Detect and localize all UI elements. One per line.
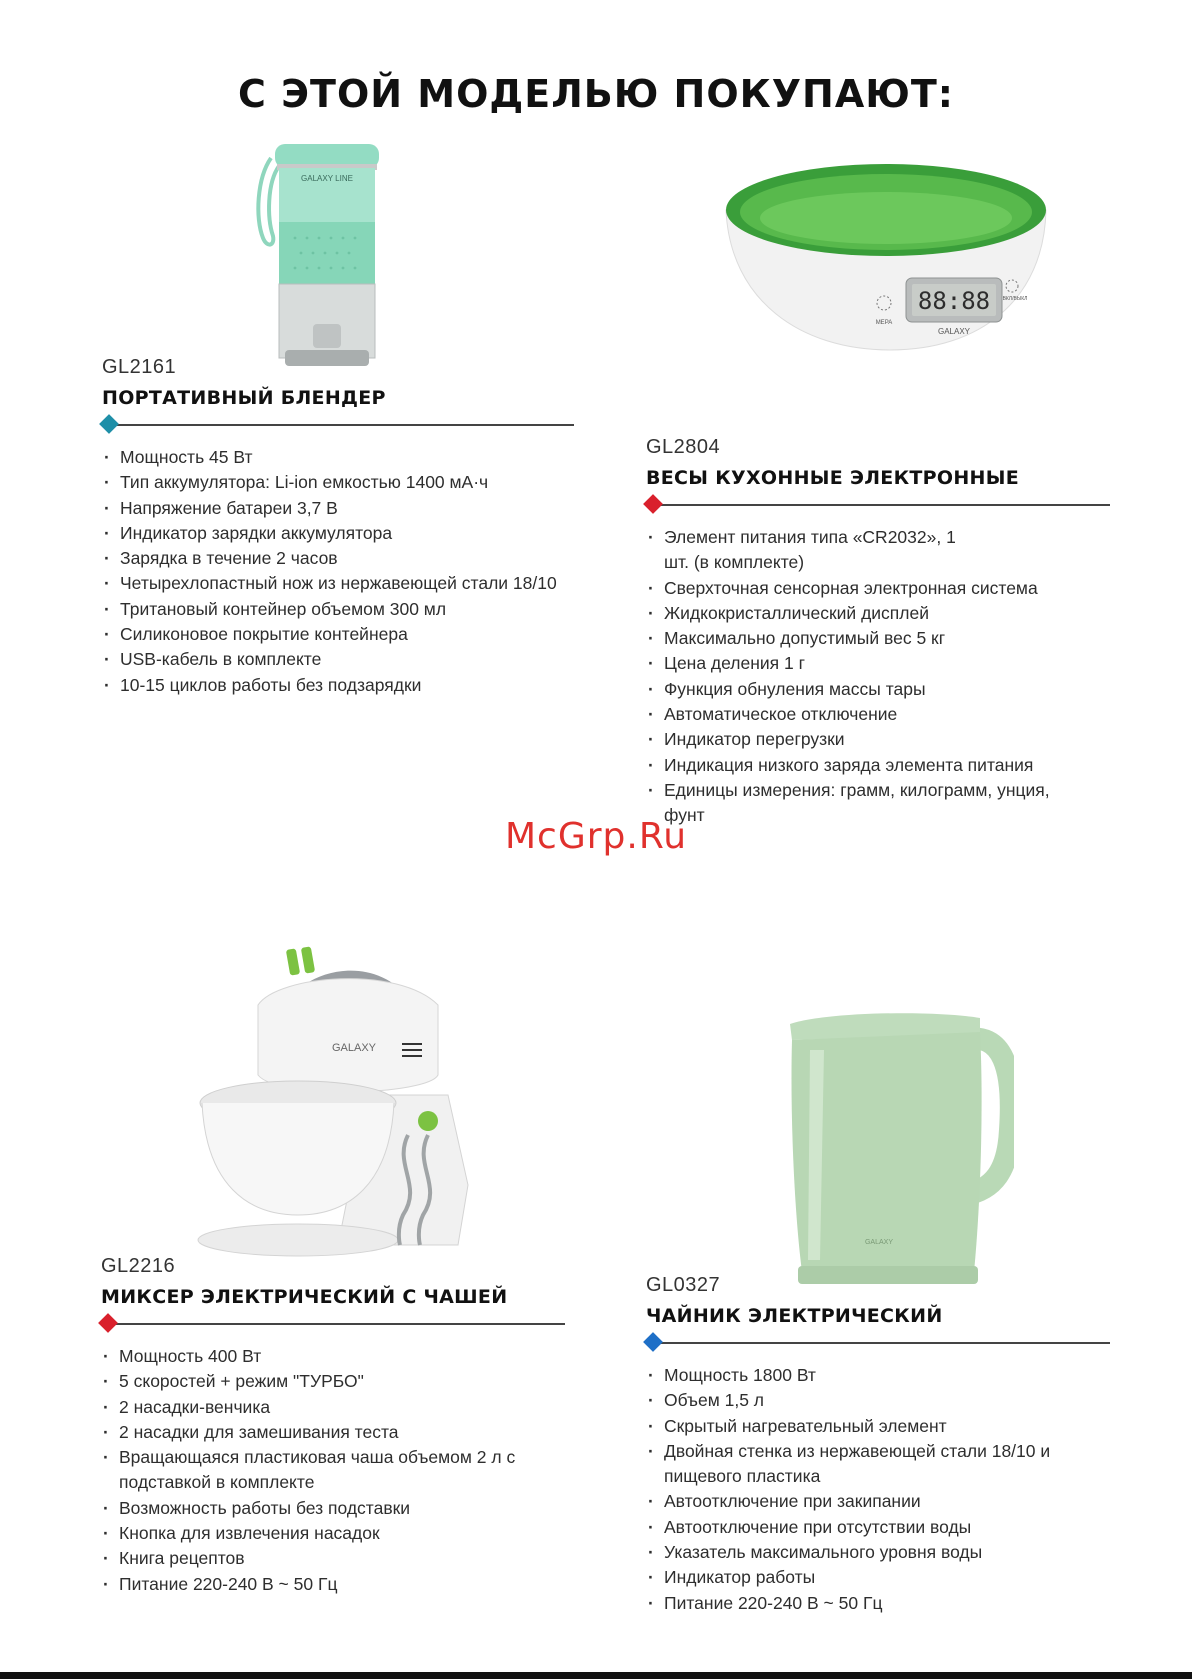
watermark: McGrp.Ru xyxy=(504,816,688,857)
feature-item: · 2 насадки для замешивания теста xyxy=(101,1420,541,1445)
feature-item: · Указатель максимального уровня воды xyxy=(646,1540,1086,1565)
feature-item: · Индикатор работы xyxy=(646,1565,1086,1590)
feature-item: · Сверхточная сенсорная электронная система xyxy=(646,576,1086,601)
diamond-icon xyxy=(99,414,119,434)
feature-item: · Единицы измерения: грамм, килограмм, унция, фунт xyxy=(646,778,1084,829)
feature-item: · Скрытый нагревательный элемент xyxy=(646,1414,1086,1439)
feature-item: · Объем 1,5 л xyxy=(646,1388,1086,1413)
feature-list xyxy=(646,525,1086,829)
scale-image xyxy=(720,160,1050,355)
kettle-brand: GALAXY xyxy=(864,1239,894,1246)
diamond-icon xyxy=(643,494,663,514)
feature-item: · Тритановый контейнер объемом 300 мл xyxy=(102,597,572,622)
feature-item: · Автоотключение при закипании xyxy=(646,1489,1086,1514)
product-name: ВЕСЫ КУХОННЫЕ ЭЛЕКТРОННЫЕ xyxy=(646,467,1020,489)
feature-item: · 10-15 циклов работы без подзарядки xyxy=(102,673,572,698)
feature-item: · Книга рецептов xyxy=(101,1546,541,1571)
feature-item: · 5 скоростей + режим "ТУРБО" xyxy=(101,1369,541,1394)
feature-item: · Четырехлопастный нож из нержавеющей стали 18/10 xyxy=(102,571,572,596)
product-blender xyxy=(102,356,574,698)
diamond-icon xyxy=(643,1332,663,1352)
model-code: GL2161 xyxy=(102,356,177,378)
feature-item: · Цена деления 1 г xyxy=(646,651,1086,676)
kettle-image xyxy=(784,1010,1014,1286)
feature-item: · Возможность работы без подставки xyxy=(101,1496,541,1521)
feature-item: · Индикация низкого заряда элемента питания xyxy=(646,753,1086,778)
feature-list xyxy=(101,1344,541,1597)
model-code: GL2216 xyxy=(101,1255,176,1277)
feature-item: · Автоматическое отключение xyxy=(646,702,1086,727)
feature-item: · Напряжение батареи 3,7 В xyxy=(102,496,572,521)
product-mixer xyxy=(101,1255,565,1597)
model-code: GL2804 xyxy=(646,436,721,458)
mixer-brand: GALAXY xyxy=(331,1042,377,1054)
section-divider xyxy=(101,1314,565,1334)
diamond-icon xyxy=(98,1313,118,1333)
page-title: С ЭТОЙ МОДЕЛЬЮ ПОКУПАЮТ: xyxy=(238,72,954,116)
feature-item: · Жидкокристаллический дисплей xyxy=(646,601,1086,626)
product-name: ПОРТАТИВНЫЙ БЛЕНДЕР xyxy=(102,387,386,409)
feature-item: · 2 насадки-венчика xyxy=(101,1395,541,1420)
power-label: ВКЛ/ВЫКЛ xyxy=(1002,296,1028,302)
feature-item: · Элемент питания типа «CR2032», 1 шт. (в комплекте) xyxy=(646,525,964,576)
feature-list xyxy=(646,1363,1086,1616)
product-kettle xyxy=(646,1274,1110,1616)
feature-item: · Вращающаяся пластиковая чаша объемом 2 л с подставкой в комплекте xyxy=(101,1445,539,1496)
feature-item: · Функция обнуления массы тары xyxy=(646,677,1086,702)
feature-item: · Зарядка в течение 2 часов xyxy=(102,546,572,571)
tare-label: МЕРА xyxy=(875,320,893,326)
feature-list xyxy=(102,445,572,698)
feature-item: · Индикатор зарядки аккумулятора xyxy=(102,521,572,546)
feature-item: · Мощность 1800 Вт xyxy=(646,1363,1086,1388)
mixer-image xyxy=(188,945,488,1265)
section-divider xyxy=(646,495,1110,515)
feature-item: · Кнопка для извлечения насадок xyxy=(101,1521,541,1546)
section-divider xyxy=(102,415,574,435)
feature-item: · USB-кабель в комплекте xyxy=(102,647,572,672)
feature-item: · Мощность 400 Вт xyxy=(101,1344,541,1369)
feature-item: · Питание 220-240 В ~ 50 Гц xyxy=(101,1572,541,1597)
scale-display: 88:88 xyxy=(917,287,991,315)
feature-item: · Автоотключение при отсутствии воды xyxy=(646,1515,1086,1540)
product-name: МИКСЕР ЭЛЕКТРИЧЕСКИЙ С ЧАШЕЙ xyxy=(101,1286,508,1308)
footer-bar xyxy=(0,1672,1192,1679)
feature-item: · Максимально допустимый вес 5 кг xyxy=(646,626,1086,651)
blender-brand: GALAXY LINE xyxy=(301,174,353,183)
blender-image xyxy=(255,138,395,370)
feature-item: · Мощность 45 Вт xyxy=(102,445,572,470)
section-divider xyxy=(646,1333,1110,1353)
model-code: GL0327 xyxy=(646,1274,721,1296)
product-name: ЧАЙНИК ЭЛЕКТРИЧЕСКИЙ xyxy=(646,1305,943,1327)
feature-item: · Питание 220-240 В ~ 50 Гц xyxy=(646,1591,1086,1616)
feature-item: · Индикатор перегрузки xyxy=(646,727,1086,752)
product-scale xyxy=(646,436,1110,829)
scale-brand: GALAXY xyxy=(937,327,971,336)
feature-item: · Силиконовое покрытие контейнера xyxy=(102,622,572,647)
feature-item: · Тип аккумулятора: Li-ion емкостью 1400 мА·ч xyxy=(102,470,572,495)
feature-item: · Двойная стенка из нержавеющей стали 18/10 и пищевого пластика xyxy=(646,1439,1094,1490)
